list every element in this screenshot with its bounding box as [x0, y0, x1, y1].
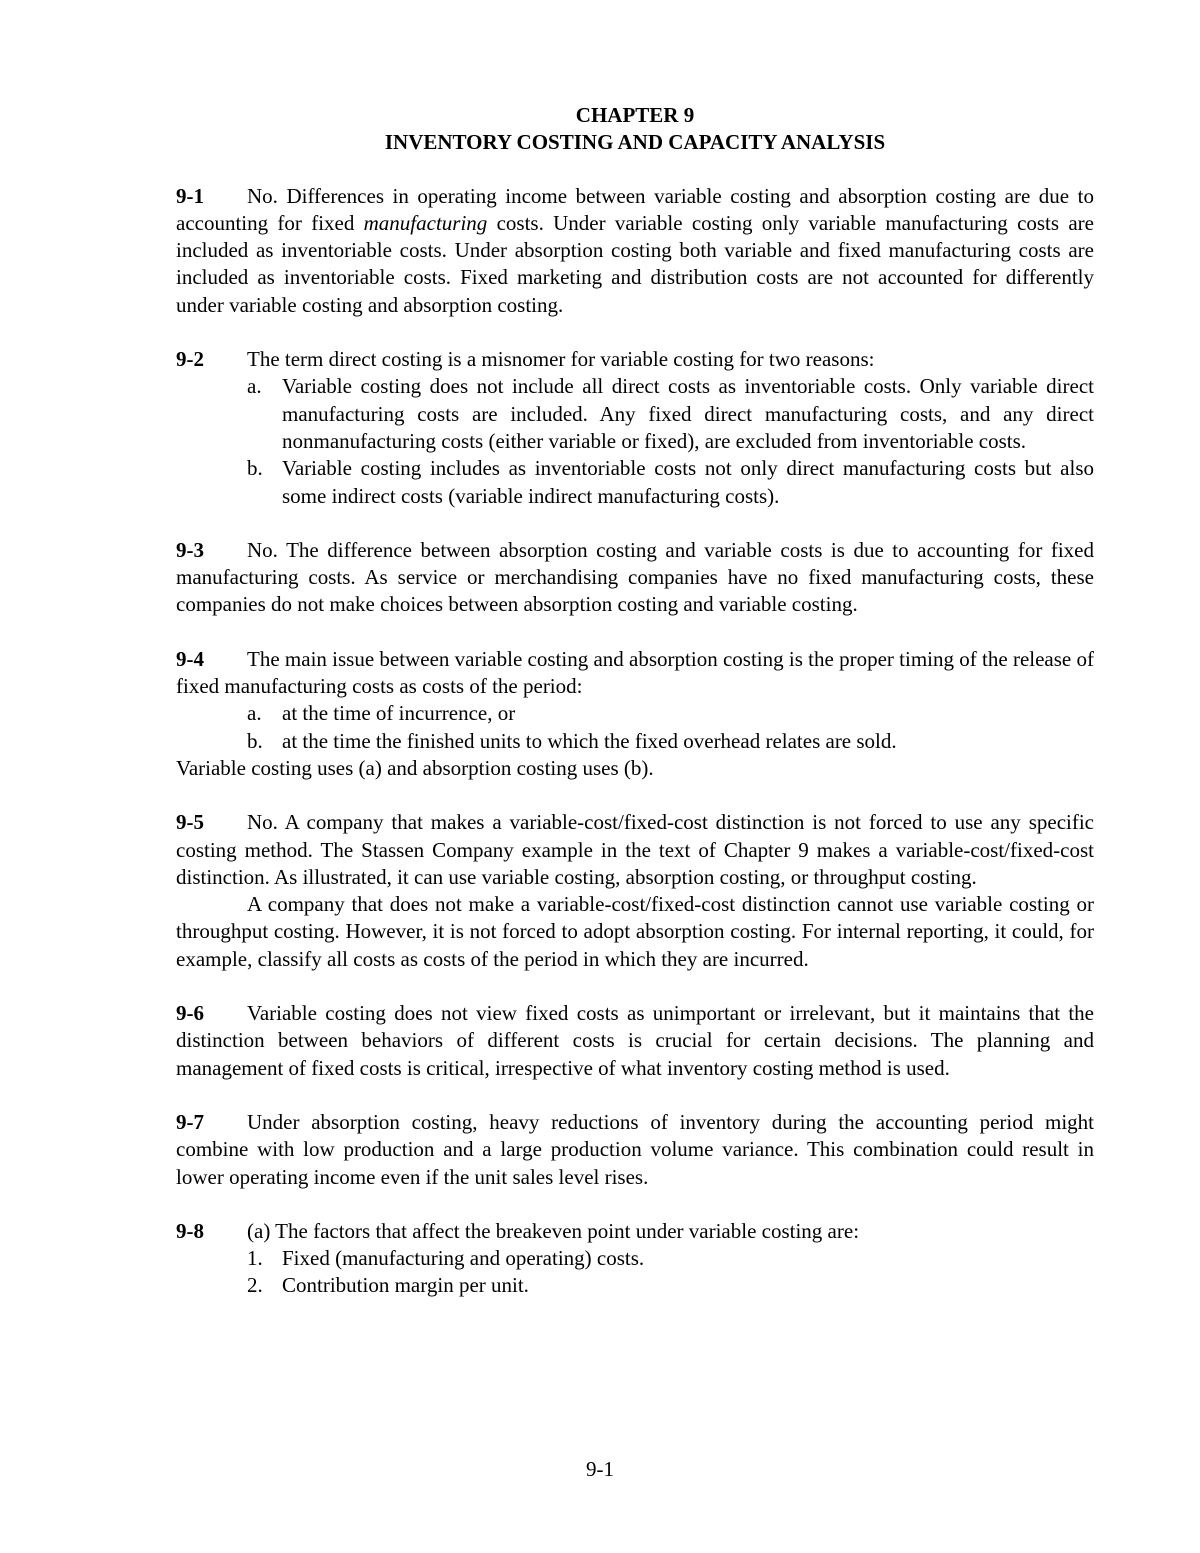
chapter-number: CHAPTER 9	[575, 103, 695, 127]
document-page	[176, 102, 1094, 1300]
list-item-label: 2.	[247, 1273, 263, 1298]
list-item	[176, 728, 1094, 755]
answer-intro: (a) The factors that affect the breakeven point under variable costing are:	[247, 1218, 860, 1243]
answer-number: 9-2	[176, 347, 204, 372]
answer-number: 9-8	[176, 1218, 204, 1243]
list-item-text: Fixed (manufacturing and operating) costs.	[282, 1246, 645, 1271]
list-item	[176, 700, 1094, 727]
answer-9-5	[176, 809, 1094, 973]
answer-9-3	[176, 537, 1094, 619]
answer-intro: The main issue between variable costing and absorption costing is the proper timing of the release of fixed manufacturing costs as costs of the period:	[176, 646, 1094, 699]
answer-number: 9-5	[176, 810, 204, 835]
list-item-text: at the time the finished units to which the fixed overhead relates are sold.	[282, 728, 897, 753]
answer-number: 9-7	[176, 1109, 204, 1134]
answer-intro: The term direct costing is a misnomer for variable costing for two reasons:	[247, 347, 875, 372]
answer-text: Under absorption costing, heavy reductions of inventory during the accounting period might combine with low production and a large production volume variance. This combination could result in lower operating income even if the unit sales level rises.	[176, 1109, 1094, 1189]
answer-text: costs. Under variable costing only variable manufacturing costs are included as inventoriable costs. Under absorption costing both variable and fixed manufacturing costs are included as inventoriable costs. Fixed marketing and distribution costs are not accounted for differently under variable costing and absorption costing.	[176, 210, 1094, 317]
list-item-label: a.	[247, 374, 262, 399]
list-item	[176, 1245, 1094, 1272]
answer-9-1	[176, 183, 1094, 319]
list-item-text: at the time of incurrence, or	[282, 701, 516, 726]
list-item	[176, 373, 1094, 455]
answer-text: No. Differences in operating income between variable costing and absorption costing are due to accounting for fixed	[176, 183, 1094, 235]
list-item	[176, 1272, 1094, 1299]
answer-number: 9-3	[176, 537, 204, 562]
answer-9-6	[176, 1000, 1094, 1082]
list-item-label: 1.	[247, 1246, 263, 1271]
answer-number: 9-1	[176, 183, 204, 208]
answer-outro: Variable costing uses (a) and absorption costing uses (b).	[176, 755, 654, 780]
list-item-text: Variable costing does not include all direct costs as inventoriable costs. Only variable direct manufacturing costs are included. Any fixed direct manufacturing costs, and any direct nonmanufacturing costs (either variable or fixed), are excluded from inventoriable costs.	[282, 374, 1094, 453]
answer-text: No. A company that makes a variable-cost/fixed-cost distinction is not forced to use any specific costing method. The Stassen Company example in the text of Chapter 9 makes a variable-cost/fixed-cost distinction. As illustrated, it can use variable costing, absorption costing, or throughput costing.	[176, 810, 1094, 889]
list-item-text: Contribution margin per unit.	[282, 1273, 529, 1298]
answer-number: 9-4	[176, 646, 204, 671]
list-item-text: Variable costing includes as inventoriable costs not only direct manufacturing costs but also some indirect costs (variable indirect manufacturing costs).	[282, 456, 1094, 508]
list-item	[176, 455, 1094, 510]
chapter-title: INVENTORY COSTING AND CAPACITY ANALYSIS	[384, 130, 886, 155]
list-item-label: b.	[247, 728, 263, 753]
answer-9-2	[176, 346, 1094, 510]
answer-number: 9-6	[176, 1001, 204, 1026]
page-number: 9-1	[586, 1457, 614, 1481]
answer-text-continued: A company that does not make a variable-cost/fixed-cost distinction cannot use variable costing or throughput costing. However, it is not forced to adopt absorption costing. For internal reporting, it could, for example, classify all costs as costs of the period in which they are incurred.	[176, 892, 1094, 971]
answer-9-7	[176, 1109, 1094, 1191]
list-item-label: b.	[247, 456, 263, 481]
answer-text: No. The difference between absorption costing and variable costs is due to accounting for fixed manufacturing costs. As service or merchandising companies have no fixed manufacturing costs, these companies do not make choices between absorption costing and variable costing.	[176, 537, 1094, 617]
emphasis-text: manufacturing	[363, 210, 488, 235]
list-item-label: a.	[247, 701, 262, 726]
answer-9-4	[176, 646, 1094, 782]
answer-text: Variable costing does not view fixed costs as unimportant or irrelevant, but it maintains that the distinction between behaviors of different costs is crucial for certain decisions. The planning and management of fixed costs is critical, irrespective of what inventory costing method is used.	[176, 1001, 1094, 1080]
answer-9-8	[176, 1218, 1094, 1300]
